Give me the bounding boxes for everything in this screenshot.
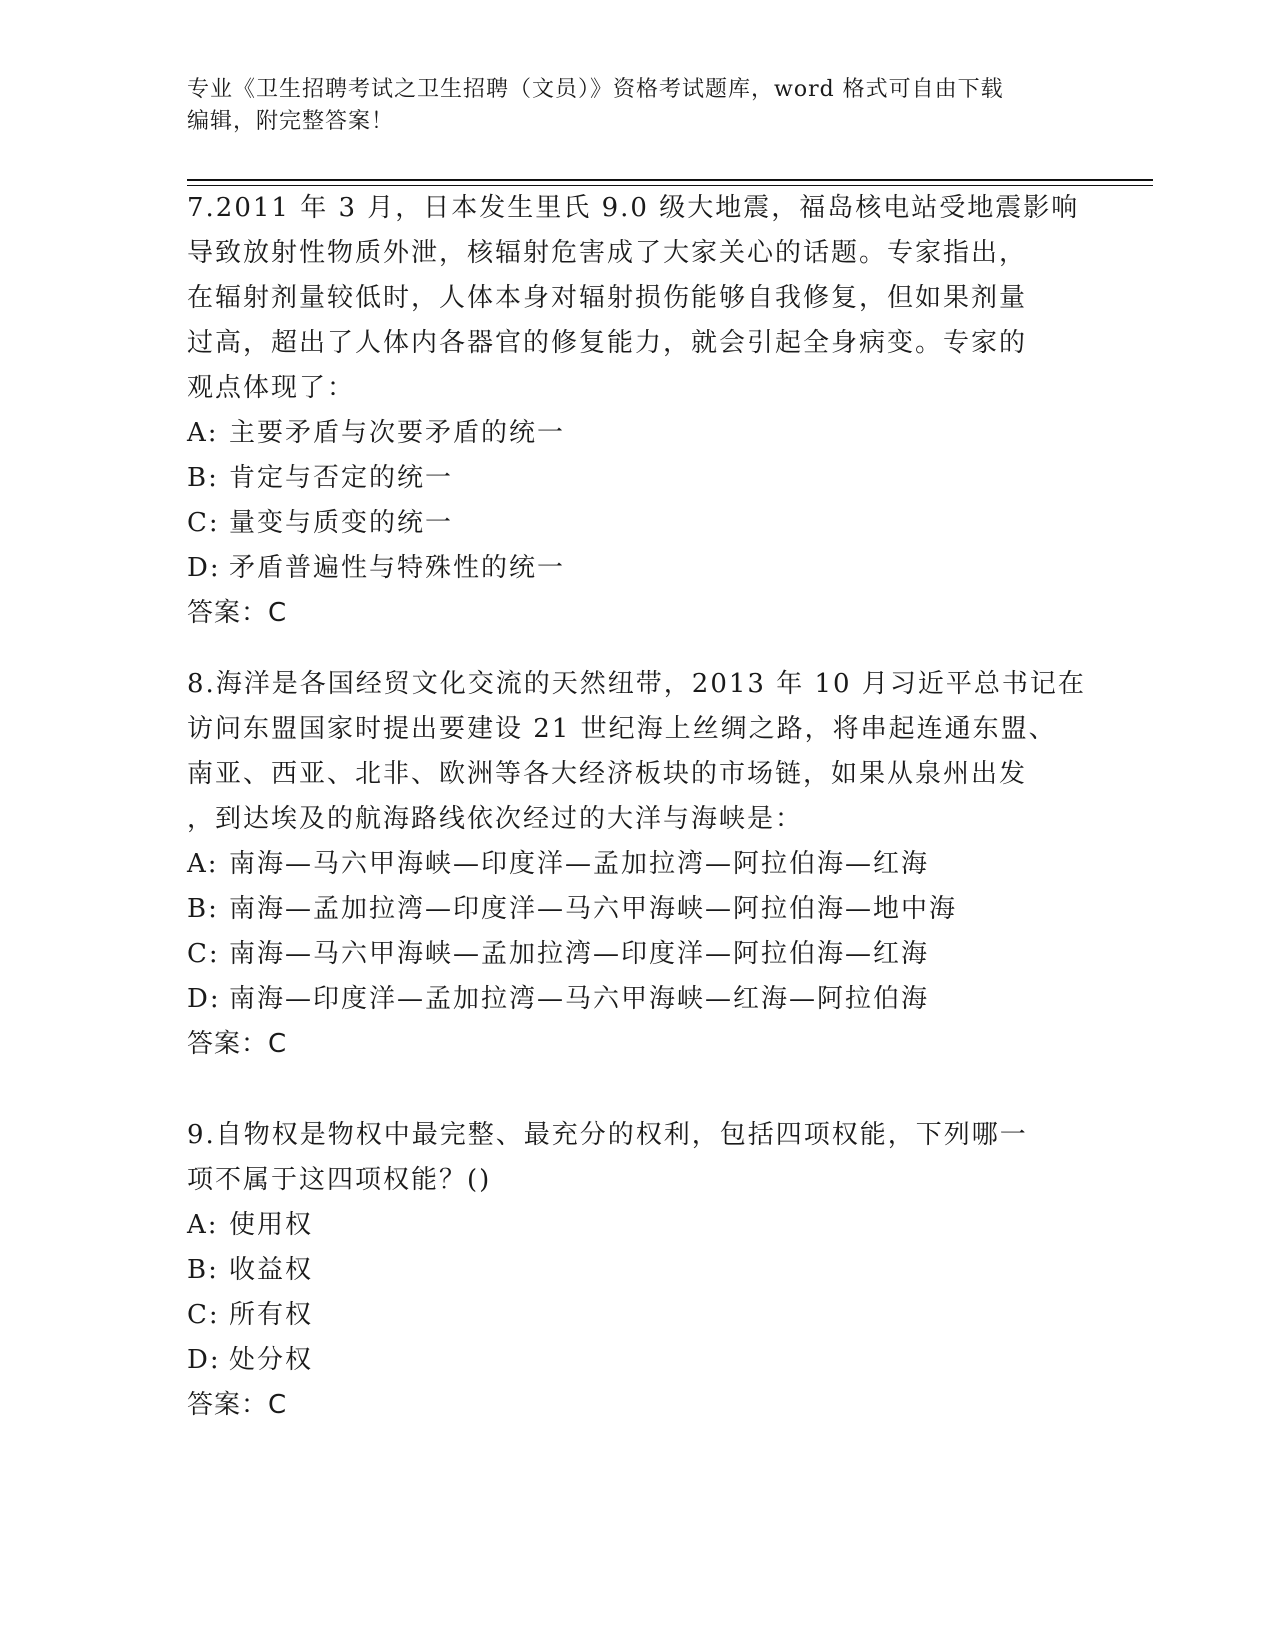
option-letter: D: [187,553,221,583]
option-text: 南海—孟加拉湾—印度洋—马六甲海峡—阿拉伯海—地中海 [229,894,958,924]
option-letter: D: [187,984,221,1014]
option-b [187,1248,1087,1293]
header-line-1: 专业《卫生招聘考试之卫生招聘（文员）》资格考试题库，word 格式可自由下载 [187,77,1004,102]
header-divider-thick [187,179,1153,181]
question-text-line: 7.2011 年 3 月，日本发生里氏 9.0 级大地震，福岛核电站受地震影响 [187,193,1080,223]
header-line-2: 编辑，附完整答案！ [187,109,395,134]
question-text-line: 导致放射性物质外泄，核辐射危害成了大家关心的话题。专家指出， [187,238,1028,268]
option-letter: A: [187,849,219,879]
option-letter: C: [187,508,220,538]
question-text-line: 观点体现了： [187,373,356,403]
option-a [187,842,1087,887]
option-c [187,501,1087,546]
option-letter: B: [187,463,219,493]
option-text: 南海—马六甲海峡—印度洋—孟加拉湾—阿拉伯海—红海 [229,849,930,879]
option-b [187,887,1087,932]
question-text-line: 8.海洋是各国经贸文化交流的天然纽带，2013 年 10 月习近平总书记在 [187,669,1086,699]
option-text: 南海—印度洋—孟加拉湾—马六甲海峡—红海—阿拉伯海 [229,984,930,1014]
option-a [187,1203,1087,1248]
question-9 [187,1113,1087,1428]
question-text-line: 访问东盟国家时提出要建设 21 世纪海上丝绸之路，将串起连通东盟、 [187,714,1057,744]
option-d [187,546,1087,591]
option-letter: C: [187,1300,220,1330]
option-letter: B: [187,894,219,924]
question-text-line: ，到达埃及的航海路线依次经过的大洋与海峡是： [187,804,804,834]
option-letter: C: [187,939,220,969]
option-letter: A: [187,418,219,448]
answer-line: 答案：C [187,1029,288,1059]
option-letter: B: [187,1255,219,1285]
option-text: 收益权 [229,1255,314,1285]
question-text-line: 9.自物权是物权中最完整、最充分的权利，包括四项权能，下列哪一 [187,1120,1028,1150]
option-d [187,977,1087,1022]
option-text: 量变与质变的统一 [229,508,454,538]
option-text: 使用权 [229,1210,314,1240]
question-8 [187,662,1087,1067]
option-b [187,456,1087,501]
question-text-line: 南亚、西亚、北非、欧洲等各大经济板块的市场链，如果从泉州出发 [187,759,1028,789]
option-text: 南海—马六甲海峡—孟加拉湾—印度洋—阿拉伯海—红海 [229,939,930,969]
option-letter: D: [187,1345,221,1375]
option-text: 主要矛盾与次要矛盾的统一 [229,418,566,448]
option-text: 矛盾普遍性与特殊性的统一 [229,553,566,583]
answer-line: 答案：C [187,598,288,628]
option-c [187,932,1087,977]
question-text-line: 项不属于这四项权能？() [187,1165,492,1195]
option-a [187,411,1087,456]
answer-line: 答案：C [187,1390,288,1420]
question-text-line: 过高，超出了人体内各器官的修复能力，就会引起全身病变。专家的 [187,328,1028,358]
option-text: 处分权 [229,1345,314,1375]
option-c [187,1293,1087,1338]
question-text-line: 在辐射剂量较低时，人体本身对辐射损伤能够自我修复，但如果剂量 [187,283,1028,313]
question-7 [187,186,1087,636]
document-header [187,74,1087,138]
option-text: 所有权 [229,1300,314,1330]
option-text: 肯定与否定的统一 [229,463,454,493]
option-letter: A: [187,1210,219,1240]
option-d [187,1338,1087,1383]
